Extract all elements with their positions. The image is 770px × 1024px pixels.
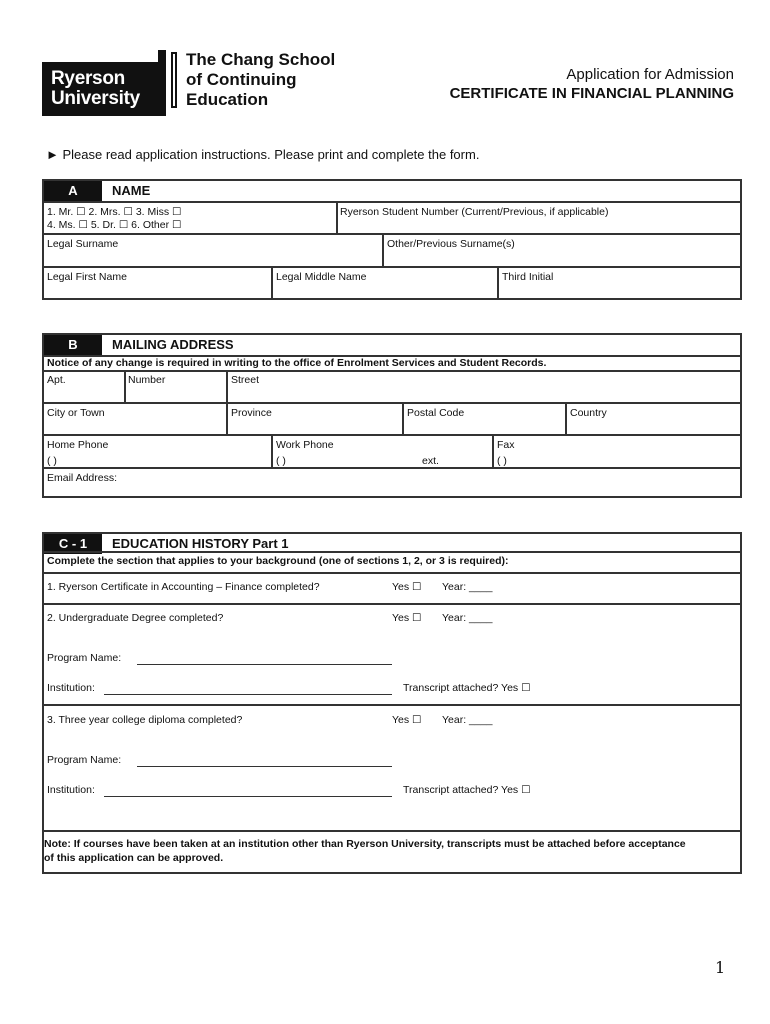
section-b-letter: B bbox=[44, 335, 102, 355]
fax-area-code: ( ) bbox=[497, 455, 507, 467]
student-number-field[interactable]: Ryerson Student Number (Current/Previous, if applicable) bbox=[340, 206, 609, 218]
q1-year-field[interactable]: Year: ____ bbox=[442, 581, 493, 593]
title-options-row-2[interactable]: 4. Ms. ☐ 5. Dr. ☐ 6. Other ☐ bbox=[47, 219, 182, 231]
section-b-title: MAILING ADDRESS bbox=[112, 337, 234, 352]
application-title: Application for Admission bbox=[566, 66, 734, 83]
section-c1-education-history bbox=[42, 532, 742, 874]
school-line-1: The Chang School bbox=[186, 50, 336, 69]
home-phone-area-code: ( ) bbox=[47, 455, 57, 467]
legal-middle-name-field[interactable]: Legal Middle Name bbox=[276, 271, 367, 283]
q2-institution-label: Institution: bbox=[47, 682, 95, 694]
fax-field[interactable]: Fax bbox=[497, 439, 515, 451]
instructions: ► Please read application instructions. Please print and complete the form. bbox=[46, 147, 480, 162]
transcript-note-line-2: of this application can be approved. bbox=[44, 852, 224, 864]
section-c1-letter: C - 1 bbox=[44, 534, 102, 554]
section-a-header bbox=[44, 181, 740, 201]
logo-line-1: Ryerson bbox=[51, 68, 125, 89]
section-a-name bbox=[42, 179, 742, 300]
q1-accounting-certificate: 1. Ryerson Certificate in Accounting – Finance completed? bbox=[47, 581, 320, 593]
email-field[interactable]: Email Address: bbox=[47, 472, 118, 484]
province-field[interactable]: Province bbox=[231, 407, 272, 419]
q1-yes-checkbox[interactable]: Yes ☐ bbox=[392, 581, 422, 593]
section-a-letter: A bbox=[44, 181, 102, 201]
section-b-header bbox=[44, 335, 740, 355]
postal-code-field[interactable]: Postal Code bbox=[407, 407, 465, 419]
third-initial-field[interactable]: Third Initial bbox=[502, 271, 554, 283]
q2-program-name-label: Program Name: bbox=[47, 652, 122, 664]
page-number: 1 bbox=[715, 958, 726, 977]
q2-yes-checkbox[interactable]: Yes ☐ bbox=[392, 612, 422, 624]
q3-college-diploma: 3. Three year college diploma completed? bbox=[47, 714, 243, 726]
ryerson-logo bbox=[42, 62, 166, 116]
q2-undergraduate-degree: 2. Undergraduate Degree completed? bbox=[47, 612, 224, 624]
q3-year-field[interactable]: Year: ____ bbox=[442, 714, 493, 726]
logo-line-2: University bbox=[51, 88, 140, 109]
city-field[interactable]: City or Town bbox=[47, 407, 105, 419]
q3-institution-label: Institution: bbox=[47, 784, 95, 796]
work-phone-ext[interactable]: ext. bbox=[422, 455, 439, 467]
program-title: CERTIFICATE IN FINANCIAL PLANNING bbox=[449, 85, 734, 102]
logo-bracket bbox=[171, 52, 177, 108]
education-instruction: Complete the section that applies to your background (one of sections 1, 2, or 3 is required): bbox=[47, 555, 509, 567]
street-field[interactable]: Street bbox=[231, 374, 260, 386]
school-line-2: of Continuing bbox=[186, 70, 297, 89]
school-line-3: Education bbox=[186, 90, 269, 109]
section-b-mailing-address bbox=[42, 333, 742, 498]
street-number-field[interactable]: Number bbox=[128, 374, 166, 386]
q3-program-name-line[interactable] bbox=[137, 766, 392, 767]
q3-institution-line[interactable] bbox=[104, 796, 392, 797]
logo-bar bbox=[158, 50, 166, 116]
address-change-notice: Notice of any change is required in writing to the office of Enrolment Services and Student Records. bbox=[47, 357, 547, 369]
title-options-row-1[interactable]: 1. Mr. ☐ 2. Mrs. ☐ 3. Miss ☐ bbox=[47, 206, 182, 218]
work-phone-field[interactable]: Work Phone bbox=[276, 439, 334, 451]
q3-program-name-label: Program Name: bbox=[47, 754, 122, 766]
school-name bbox=[186, 50, 335, 110]
legal-surname-field[interactable]: Legal Surname bbox=[47, 238, 119, 250]
legal-first-name-field[interactable]: Legal First Name bbox=[47, 271, 127, 283]
apt-field[interactable]: Apt. bbox=[47, 374, 66, 386]
country-field[interactable]: Country bbox=[570, 407, 607, 419]
section-c1-title: EDUCATION HISTORY Part 1 bbox=[112, 536, 289, 551]
q2-institution-line[interactable] bbox=[104, 694, 392, 695]
section-a-title: NAME bbox=[112, 183, 151, 198]
home-phone-field[interactable]: Home Phone bbox=[47, 439, 109, 451]
other-surname-field[interactable]: Other/Previous Surname(s) bbox=[387, 238, 515, 250]
q3-transcript-checkbox[interactable]: Transcript attached? Yes ☐ bbox=[403, 784, 531, 796]
q2-program-name-line[interactable] bbox=[137, 664, 392, 665]
q2-transcript-checkbox[interactable]: Transcript attached? Yes ☐ bbox=[403, 682, 531, 694]
work-phone-area-code: ( ) bbox=[276, 455, 286, 467]
q2-year-field[interactable]: Year: ____ bbox=[442, 612, 493, 624]
transcript-note-line-1: Note: If courses have been taken at an institution other than Ryerson University, transcripts must be attached before acceptance bbox=[44, 838, 686, 850]
q3-yes-checkbox[interactable]: Yes ☐ bbox=[392, 714, 422, 726]
